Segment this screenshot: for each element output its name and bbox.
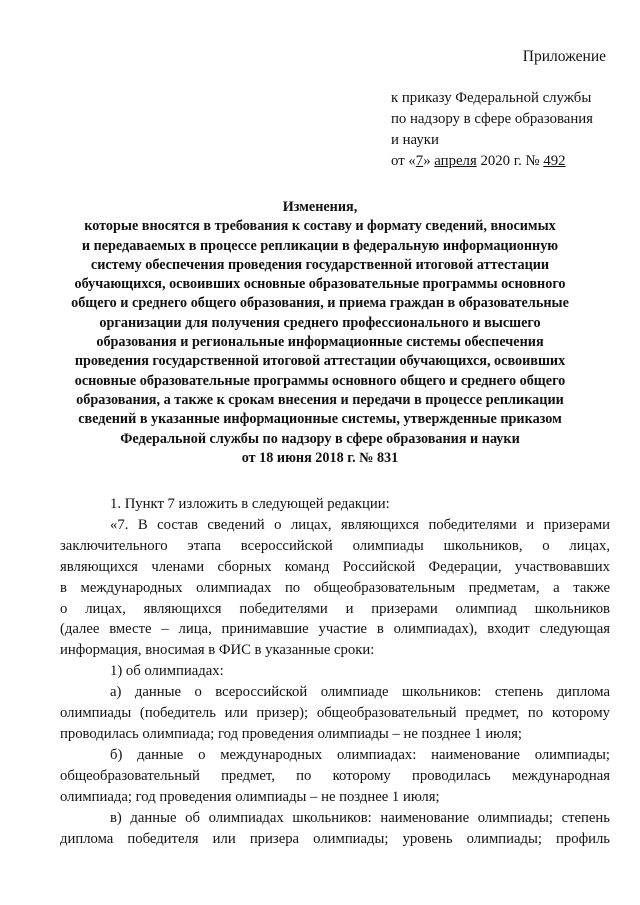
heading-line: проведения государственной итоговой аттестации обучающихся, освоивших [74, 353, 566, 370]
heading-line: основные образовательные программы основного общего и среднего общего [74, 372, 566, 389]
heading-line: организации для получения среднего профессионального и высшего [99, 314, 541, 331]
body-text-line: олимпиады (победитель или призер); общеобразовательный предмет, по которому [60, 705, 610, 722]
heading-line: от 18 июня 2018 г. № 831 [241, 449, 399, 466]
document-body [60, 494, 610, 849]
body-text-line: информация, вносимая в ФИС в указанные сроки: [60, 642, 375, 659]
appendix-title: Приложение [522, 48, 606, 65]
body-text-line: в) данные об олимпиадах школьников: наименование олимпиады; степень [110, 809, 610, 826]
document-heading [40, 198, 600, 468]
order-date-line [391, 151, 621, 172]
body-text-line: общеобразовательный предмет, по которому проводилась международная [60, 767, 610, 784]
heading-line: систему обеспечения проведения государственной итоговой аттестации [90, 256, 550, 273]
body-text-line: диплома победителя или призера олимпиады; уровень олимпиады; профиль [60, 830, 610, 847]
order-number: 492 [543, 153, 566, 169]
date-year: 2020 г. № [476, 153, 544, 169]
body-text-line: в международных олимпиадах по общеобразовательным предметам, а также [60, 579, 610, 596]
body-text-line: (далее вместе – лица, принимавшие участие в олимпиадах), входит следующая [60, 621, 610, 638]
body-text-line: олимпиада; год проведения олимпиады – не позднее 1 июля; [60, 788, 440, 805]
body-text-line: о лицах, являющихся победителями и призерами олимпиад школьников [60, 600, 610, 617]
heading-line: Федеральной службы по надзору в сфере образования и науки [120, 430, 520, 447]
body-text-line: а) данные о всероссийской олимпиаде школьников: степень диплома [110, 684, 610, 701]
body-text-line: 1. Пункт 7 изложить в следующей редакции: [110, 496, 390, 512]
date-mid: » [423, 153, 435, 169]
order-ref-line: по надзору в сфере образования [391, 111, 593, 127]
body-text-line: заключительного этапа всероссийской олимпиады школьников, о лицах, [60, 537, 610, 554]
date-day: 7 [415, 153, 424, 169]
heading-line: сведений в указанные информационные системы, утвержденные приказом [78, 411, 562, 428]
heading-line: которые вносятся в требования к составу и формату сведений, вносимых [84, 218, 556, 235]
body-text-line: проводилась олимпиада; год проведения олимпиады – не позднее 1 июля; [60, 725, 522, 742]
body-text-line: «7. В состав сведений о лицах, являющихся победителями и призерами [110, 516, 610, 533]
order-ref-line: к приказу Федеральной службы [391, 90, 592, 106]
date-prefix: от « [391, 153, 416, 169]
order-reference [391, 88, 621, 172]
heading-line: общего и среднего общего образования, и приема граждан в образовательные [71, 295, 569, 312]
heading-line: Изменения, [282, 199, 358, 215]
date-month: апреля [434, 153, 477, 169]
heading-line: и передаваемых в процессе репликации в федеральную информационную [81, 237, 559, 254]
body-text-line: б) данные о международных олимпиадах: наименование олимпиады; [110, 746, 610, 763]
heading-line: образования и региональные информационные системы обеспечения [96, 334, 544, 351]
heading-line: обучающихся, освоивших основные образовательные программы основного [74, 276, 566, 293]
body-text-line: являющихся членами сборных команд Российской Федерации, участвовавших [60, 558, 610, 575]
body-text-line: 1) об олимпиадах: [110, 663, 224, 680]
order-ref-line: и науки [391, 132, 439, 148]
heading-line: образования, а также к срокам внесения и передачи в процессе репликации [76, 391, 564, 408]
